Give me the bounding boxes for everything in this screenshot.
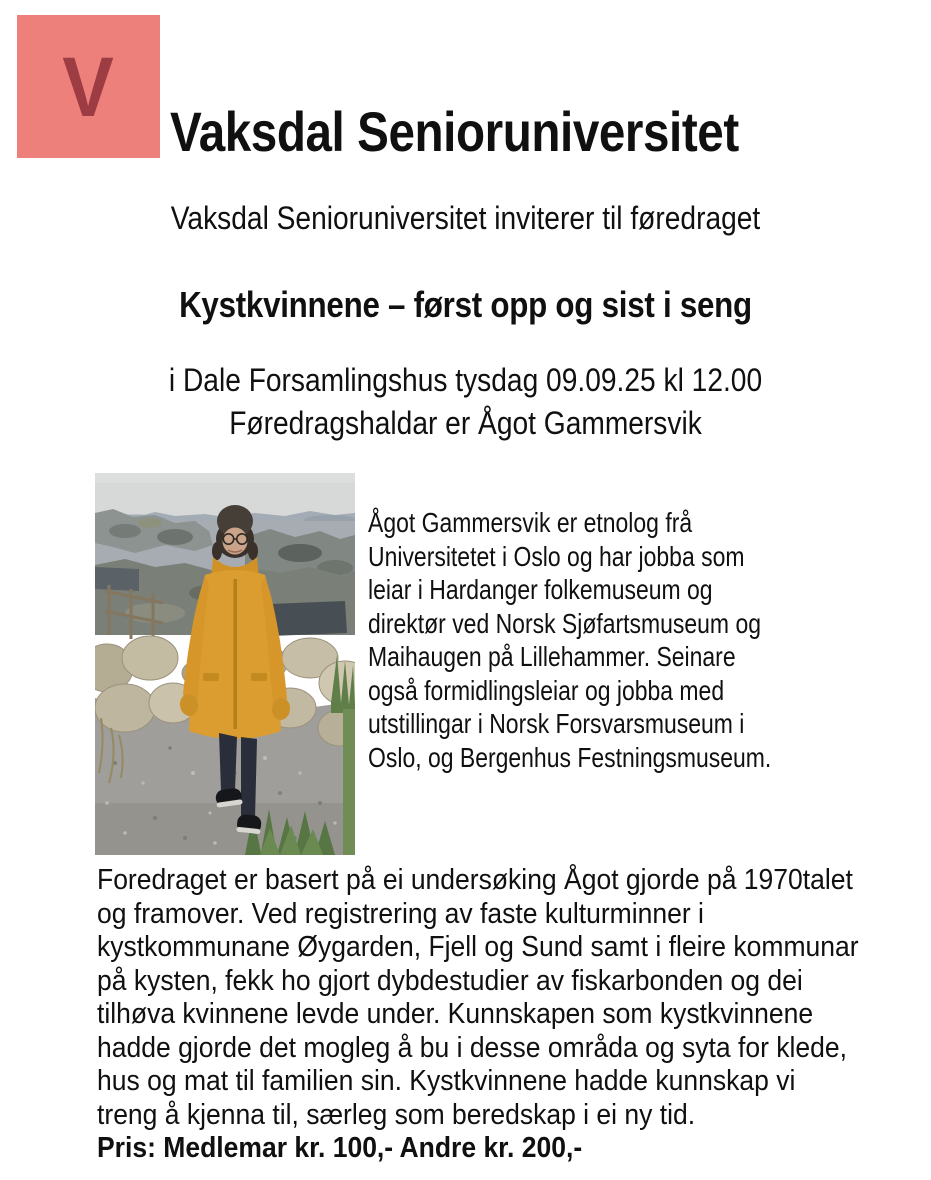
description-line: Foredraget er basert på ei undersøking Ågot gjorde på 1970talet	[97, 864, 853, 896]
bio-line: Ågot Gammersvik er etnolog frå	[368, 507, 693, 538]
description-line: tilhøva kvinnene levde under. Kunnskapen som kystkvinnene	[97, 998, 814, 1030]
speaker-line: Føredragshaldar er Ågot Gammersvik	[229, 405, 702, 441]
description-line: på kysten, fekk ho gjort dybdestudier av fiskarbonden og dei	[97, 964, 803, 997]
bio-line: også formidlingsleiar og jobba med	[368, 674, 725, 706]
bio-line: Oslo, og Bergenhus Festningsmuseum.	[368, 741, 772, 773]
event-details	[56, 359, 875, 445]
lecture-description	[97, 864, 859, 1166]
price-line: Pris: Medlemar kr. 100,- Andre kr. 200,-	[97, 1132, 583, 1164]
logo-v-mark: V	[62, 39, 115, 134]
bio-line: utstillingar i Norsk Forsvarsmuseum i	[368, 708, 745, 739]
coastal-photo-illustration	[95, 473, 355, 855]
page-title: Vaksdal Senioruniversitet	[170, 100, 739, 163]
logo	[17, 15, 160, 158]
bio-line: leiar i Hardanger folkemuseum og	[368, 574, 713, 605]
bio-line: Maihaugen på Lillehammer. Seinare	[368, 641, 736, 672]
invitation-line: Vaksdal Senioruniversitet inviterer til føredraget	[170, 200, 761, 236]
speaker-bio	[368, 506, 771, 774]
description-line: hadde gjorde det mogleg å bu i desse områda og syta for klede,	[97, 1031, 847, 1064]
venue-date-line: i Dale Forsamlingshus tysdag 09.09.25 kl 12.00	[168, 362, 763, 398]
speaker-photo	[95, 473, 355, 855]
bio-line: direktør ved Norsk Sjøfartsmuseum og	[368, 607, 761, 639]
description-line: kystkommunane Øygarden, Fjell og Sund samt i fleire kommunar	[97, 931, 859, 963]
bio-line: Universitetet i Oslo og har jobba som	[368, 540, 745, 572]
description-line: hus og mat til familien sin. Kystkvinnene hadde kunnskap vi	[97, 1065, 796, 1097]
description-line: treng å kjenna til, særleg som beredskap i ei ny tid.	[97, 1098, 696, 1131]
lecture-title: Kystkvinnene – først opp og sist i seng	[179, 284, 752, 325]
description-line: og framover. Ved registrering av faste kulturminner i	[97, 897, 704, 930]
